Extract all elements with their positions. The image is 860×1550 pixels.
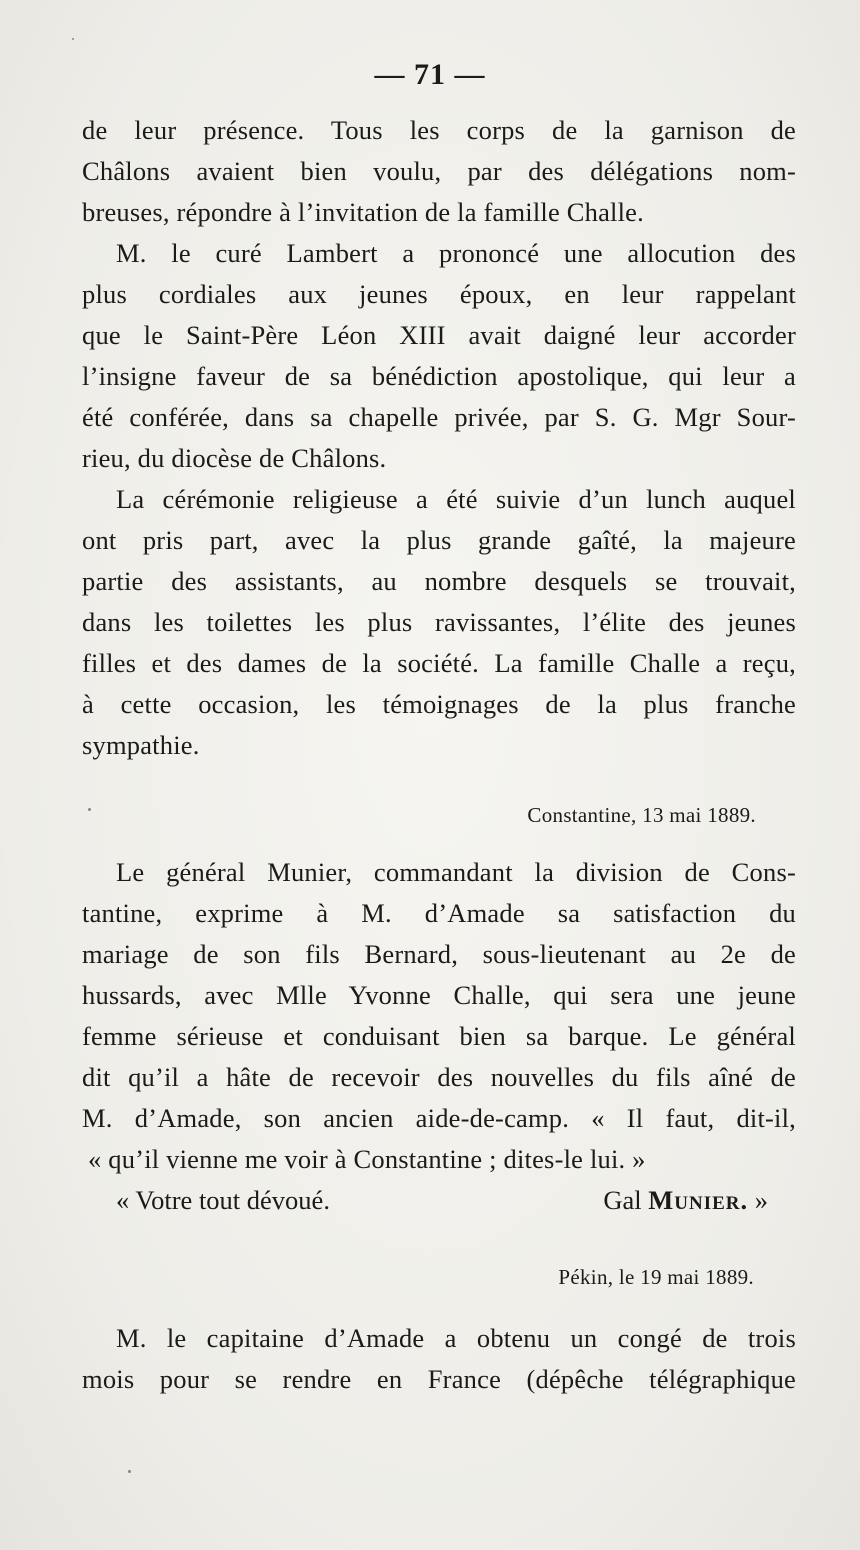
dateline-pekin: Pékin, le 19 mai 1889. bbox=[558, 1265, 754, 1289]
signature-surname: Munier. bbox=[648, 1185, 749, 1215]
text-line: femme sérieuse et conduisant bien sa barque. Le général bbox=[82, 1021, 796, 1051]
dateline-constantine: Constantine, 13 mai 1889. bbox=[527, 803, 756, 827]
signature-quote-close: » bbox=[754, 1185, 768, 1215]
text-line: La cérémonie religieuse a été suivie d’un lunch auquel bbox=[116, 484, 796, 514]
paper-speck bbox=[88, 808, 91, 811]
text-line: sympathie. bbox=[82, 730, 200, 760]
text-line: Le général Munier, commandant la division de Cons- bbox=[116, 857, 796, 887]
text-line: hussards, avec Mlle Yvonne Challe, qui sera une jeune bbox=[82, 980, 796, 1010]
paragraph-general-munier bbox=[82, 852, 796, 1180]
paper-speck bbox=[72, 38, 74, 40]
text-line: de leur présence. Tous les corps de la garnison de bbox=[82, 115, 796, 145]
paragraph-cure-lambert bbox=[82, 233, 796, 479]
paper-speck bbox=[128, 1470, 131, 1473]
signature-rank: Gal bbox=[603, 1185, 642, 1215]
text-line: mois pour se rendre en France (dépêche télégraphique bbox=[82, 1364, 796, 1394]
text-line: M. d’Amade, son ancien aide-de-camp. « Il faut, dit-il, bbox=[82, 1103, 796, 1133]
text-line: que le Saint-Père Léon XIII avait daigné leur accorder bbox=[82, 320, 796, 350]
paragraph-garrison bbox=[82, 110, 796, 233]
text-line: tantine, exprime à M. d’Amade sa satisfaction du bbox=[82, 898, 796, 928]
text-line: mariage de son fils Bernard, sous-lieutenant au 2e de bbox=[82, 939, 796, 969]
text-line: « qu’il vienne me voir à Constantine ; dites-le lui. » bbox=[88, 1144, 646, 1174]
text-line: été conférée, dans sa chapelle privée, par S. G. Mgr Sour- bbox=[82, 402, 796, 432]
text-line: M. le curé Lambert a prononcé une allocution des bbox=[116, 238, 796, 268]
paragraph-ceremony bbox=[82, 479, 796, 766]
text-line: partie des assistants, au nombre desquels se trouvait, bbox=[82, 566, 796, 596]
text-line: ont pris part, avec la plus grande gaîté, la majeure bbox=[82, 525, 796, 555]
text-line: M. le capitaine d’Amade a obtenu un congé de trois bbox=[116, 1323, 796, 1353]
text-line: rieu, du diocèse de Châlons. bbox=[82, 443, 387, 473]
text-line: plus cordiales aux jeunes époux, en leur rappelant bbox=[82, 279, 796, 309]
text-line: à cette occasion, les témoignages de la plus franche bbox=[82, 689, 796, 719]
page-number: — 71 — bbox=[374, 58, 486, 91]
signature-name bbox=[603, 1180, 768, 1221]
paragraph-captain-leave bbox=[82, 1318, 796, 1400]
text-line: dans les toilettes les plus ravissantes, l’élite des jeunes bbox=[82, 607, 796, 637]
text-line: breuses, répondre à l’invitation de la famille Challe. bbox=[82, 197, 644, 227]
signature-closing: « Votre tout dévoué. bbox=[116, 1185, 330, 1215]
text-line: filles et des dames de la société. La famille Challe a reçu, bbox=[82, 648, 796, 678]
signature-line bbox=[116, 1180, 768, 1221]
text-line: Châlons avaient bien voulu, par des délégations nom- bbox=[82, 156, 796, 186]
text-line: dit qu’il a hâte de recevoir des nouvelles du fils aîné de bbox=[82, 1062, 796, 1092]
text-line: l’insigne faveur de sa bénédiction apostolique, qui leur a bbox=[82, 361, 796, 391]
